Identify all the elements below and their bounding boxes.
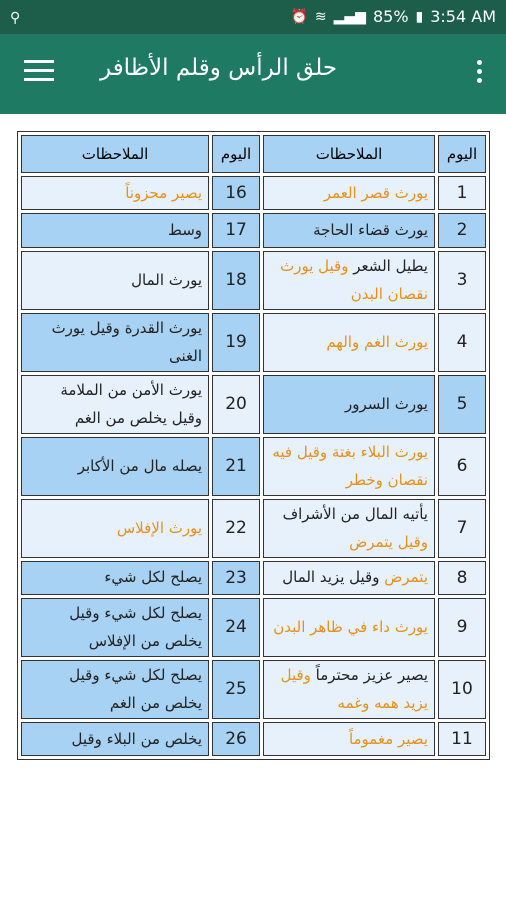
day-cell: 22 — [212, 499, 260, 558]
note-part: يتمرض — [379, 568, 428, 587]
more-options-icon[interactable] — [474, 60, 484, 90]
header-day-2: اليوم — [212, 135, 260, 173]
status-right — [290, 7, 496, 26]
table-row — [21, 213, 486, 247]
note-part: يصير عزيز محترماً — [310, 665, 428, 684]
note-part: وقيل يزيد المال — [282, 568, 380, 587]
note-cell — [263, 499, 435, 558]
note-cell: يورث داء في ظاهر البدن — [263, 598, 435, 657]
day-cell: 6 — [438, 437, 486, 496]
note-cell: يصلح لكل شيء وقيل يخلص من الإفلاس — [21, 598, 209, 657]
day-cell: 25 — [212, 660, 260, 719]
note-cell: يخلص من البلاء وقيل — [21, 722, 209, 756]
day-cell: 4 — [438, 313, 486, 372]
day-cell: 9 — [438, 598, 486, 657]
note-cell: يورث قصر العمر — [263, 176, 435, 210]
note-cell: وسط — [21, 213, 209, 247]
table-row — [21, 437, 486, 496]
day-cell: 19 — [212, 313, 260, 372]
table-row — [21, 598, 486, 657]
day-cell: 10 — [438, 660, 486, 719]
note-part: وقيل يتمرض — [349, 533, 428, 552]
day-cell: 1 — [438, 176, 486, 210]
day-cell: 17 — [212, 213, 260, 247]
hamburger-menu-icon[interactable] — [24, 60, 54, 88]
day-cell: 18 — [212, 251, 260, 310]
days-table — [17, 131, 490, 760]
note-part: وقيل يزيد همه وغمه — [280, 665, 428, 713]
wifi-icon: ≋ — [314, 8, 327, 25]
day-cell: 23 — [212, 561, 260, 595]
note-cell — [263, 561, 435, 595]
note-cell: يورث القدرة وقيل يورث الغنى — [21, 313, 209, 372]
note-cell — [263, 251, 435, 310]
header-notes-1: الملاحظات — [263, 135, 435, 173]
note-part: يأتيه المال من الأشراف — [282, 504, 428, 523]
day-cell: 3 — [438, 251, 486, 310]
app-bar — [0, 34, 506, 114]
table-row — [21, 313, 486, 372]
content-area — [0, 114, 506, 900]
table-row — [21, 251, 486, 310]
note-cell: يورث الغم والهم — [263, 313, 435, 372]
day-cell: 2 — [438, 213, 486, 247]
note-cell: يورث قضاء الحاجة — [263, 213, 435, 247]
status-bar — [0, 0, 506, 34]
table-row — [21, 561, 486, 595]
table-row — [21, 660, 486, 719]
note-cell: يصير مغموماً — [263, 722, 435, 756]
note-cell — [263, 660, 435, 719]
table-row — [21, 722, 486, 756]
clock: 3:54 AM — [430, 7, 496, 26]
battery-icon: ▮ — [415, 8, 424, 25]
day-cell: 20 — [212, 375, 260, 434]
table-row — [21, 176, 486, 210]
alarm-icon: ⏰ — [290, 8, 308, 25]
note-part: وقيل يورث نقصان البدن — [280, 256, 428, 304]
note-cell: يورث الإفلاس — [21, 499, 209, 558]
note-cell: يصله مال من الأكابر — [21, 437, 209, 496]
day-cell: 26 — [212, 722, 260, 756]
day-cell: 24 — [212, 598, 260, 657]
note-cell: يصلح لكل شيء وقيل يخلص من الغم — [21, 660, 209, 719]
table-row — [21, 499, 486, 558]
day-cell: 11 — [438, 722, 486, 756]
note-cell: يورث المال — [21, 251, 209, 310]
header-day-1: اليوم — [438, 135, 486, 173]
day-cell: 8 — [438, 561, 486, 595]
note-part: يطيل الشعر — [348, 256, 428, 275]
note-cell: يصير محزوناً — [21, 176, 209, 210]
table-row — [21, 375, 486, 434]
note-cell: يورث البلاء بغتة وقيل فيه نقصان وخطر — [263, 437, 435, 496]
notification-icons — [10, 7, 20, 26]
day-cell: 7 — [438, 499, 486, 558]
note-cell: يصلح لكل شيء — [21, 561, 209, 595]
antenna-icon: ⚲ — [10, 10, 21, 26]
day-cell: 5 — [438, 375, 486, 434]
table-header-row — [21, 135, 486, 173]
day-cell: 16 — [212, 176, 260, 210]
day-cell: 21 — [212, 437, 260, 496]
battery-text: 85% — [372, 7, 409, 26]
note-cell: يورث الأمن من الملامة وقيل يخلص من الغم — [21, 375, 209, 434]
header-notes-2: الملاحظات — [21, 135, 209, 173]
page-title: حلق الرأس وقلم الأظافر — [100, 55, 338, 81]
note-cell: يورث السرور — [263, 375, 435, 434]
signal-icon: ▂▄▆ — [333, 8, 366, 25]
